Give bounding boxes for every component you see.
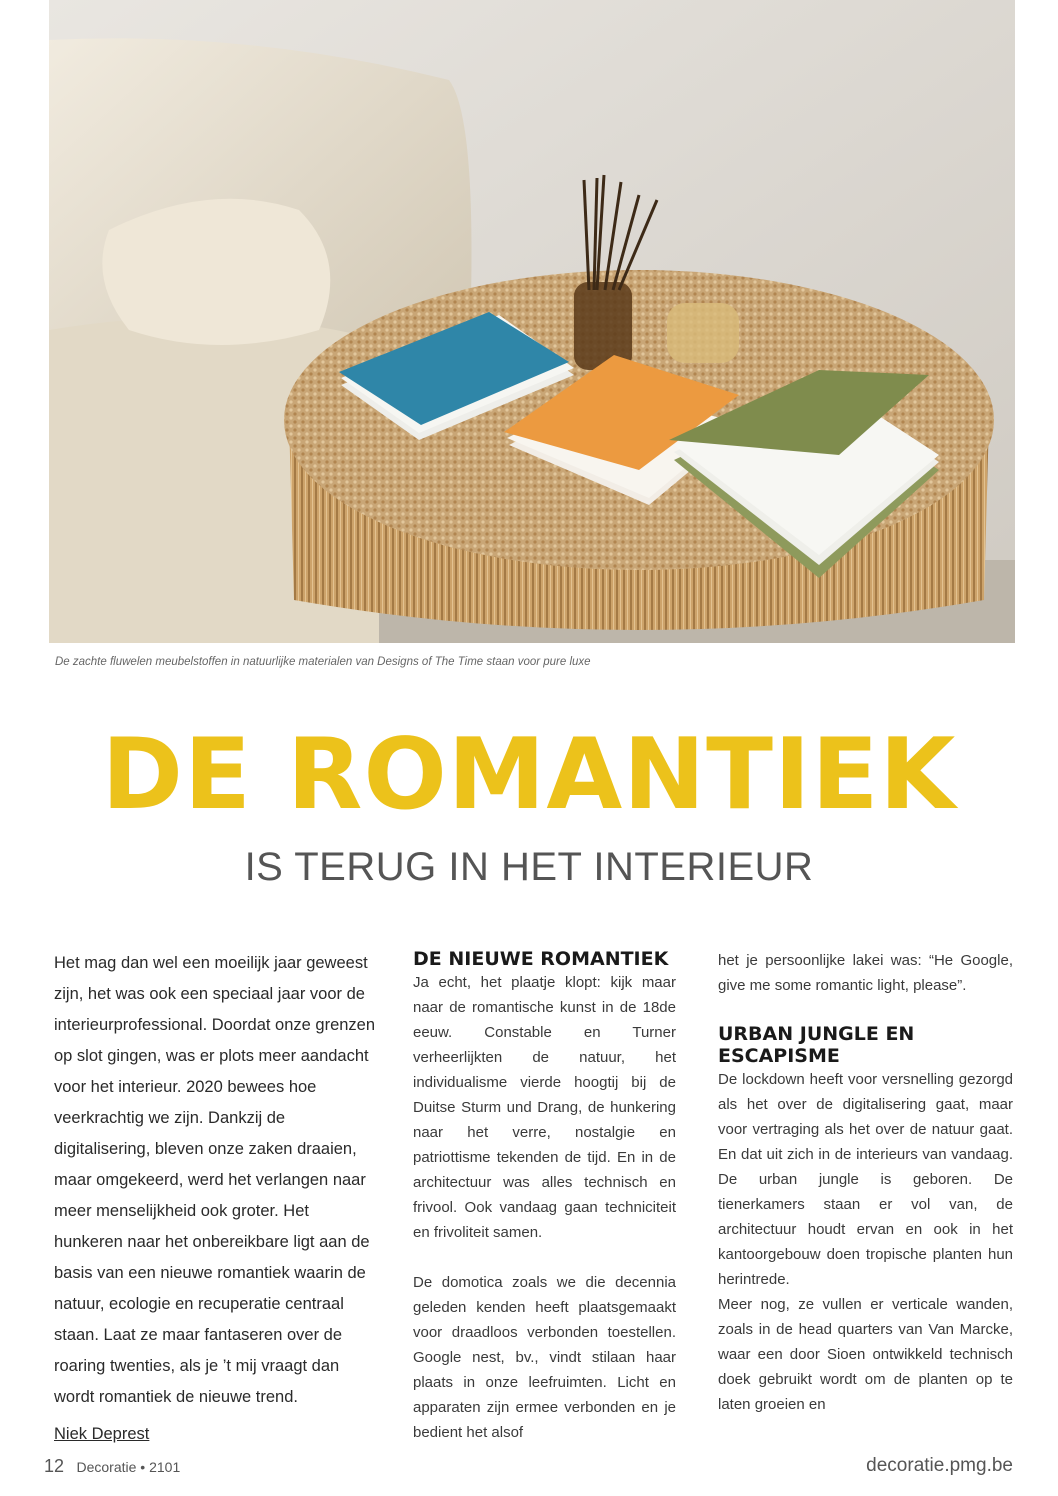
headline: DE ROMANTIEK: [101, 718, 957, 832]
body-paragraph: De domotica zoals we die decennia geleden kenden heeft plaatsgemaakt voor draadloos verbonden toestellen. Google nest, bv., vindt stilaan haar plaats in onze leefruimten. Licht en apparaten zijn ermee verbonden en je bedient het alsof: [413, 1274, 676, 1441]
author-name: Niek Deprest: [54, 1425, 150, 1443]
body-paragraph: het je persoonlijke lakei was: “He Google, give me some romantic light, please”.: [718, 952, 1013, 994]
photo-caption: De zachte fluwelen meubelstoffen in natuurlijke materialen van Designs of The Time staan voor pure luxe: [55, 656, 591, 668]
section-heading-urban-jungle: URBAN JUNGLE EN ESCAPISME: [718, 1023, 915, 1067]
section-heading-nieuwe-romantiek: DE NIEUWE ROMANTIEK: [413, 948, 669, 970]
body-paragraph: De lockdown heeft voor versnelling gezorgd als het over de digitalisering gaat, maar voor vertraging als het over de natuur gaat. En dat uit zich in de interieurs van vandaag. De urban jungle is geboren. De tienerkamers staan er vol van, de architectuur houdt ervan en ook in het kantoorgebouw doen tropische planten hun herintrede.: [718, 1071, 1013, 1288]
intro-text: Het mag dan wel een moeilijk jaar geweest zijn, het was ook een speciaal jaar voor de interieurprofessional. Doordat onze grenzen op slot gingen, was er plots meer aandacht voor het interieur. 2020 bewees hoe veerkrachtig we zijn. Dankzij de digitalisering, bleven onze zaken draaien, maar omgekeerd, werd het verlangen naar meer menselijkheid ook groter. Het hunkeren naar het onbereikbare ligt aan de basis van een nieuwe romantiek waarin de natuur, ecologie en recuperatie centraal staan. Laat ze maar fantaseren over de roaring twenties, als je ’t mij vraagt dan wordt romantiek de nieuwe trend.: [54, 954, 376, 1406]
sofa-table-illustration: [49, 0, 1015, 643]
body-paragraph: Meer nog, ze vullen er verticale wanden, zoals in de head quarters van Van Marcke, waar een door Sioen ontwikkeld technisch doek gebruikt wordt om de planten op te laten groeien en: [718, 1296, 1013, 1413]
hero-photo: [49, 0, 1015, 643]
body-paragraph: Ja echt, het plaatje klopt: kijk maar naar de romantische kunst in de 18de eeuw. Constable en Turner verheerlijkten de natuur, het individualisme vierde hoogtij bij de Duitse Sturm und Drang, de hunkering naar het verre, nostalgie en patriottisme tekenden de tijd. En in de architectuur was alles technisch en frivool. Ook vandaag gaan techniciteit en frivoliteit samen.: [413, 974, 676, 1241]
article-column-2: [413, 948, 676, 1445]
footer-left: [44, 1456, 180, 1477]
subheadline: IS TERUG IN HET INTERIEUR: [244, 845, 814, 889]
page-number: 12: [44, 1456, 65, 1476]
magazine-issue: Decoratie • 2101: [76, 1459, 181, 1475]
intro-column: [54, 948, 378, 1450]
article-column-3: [718, 948, 1013, 1417]
website-link[interactable]: decoratie.pmg.be: [866, 1455, 1013, 1476]
